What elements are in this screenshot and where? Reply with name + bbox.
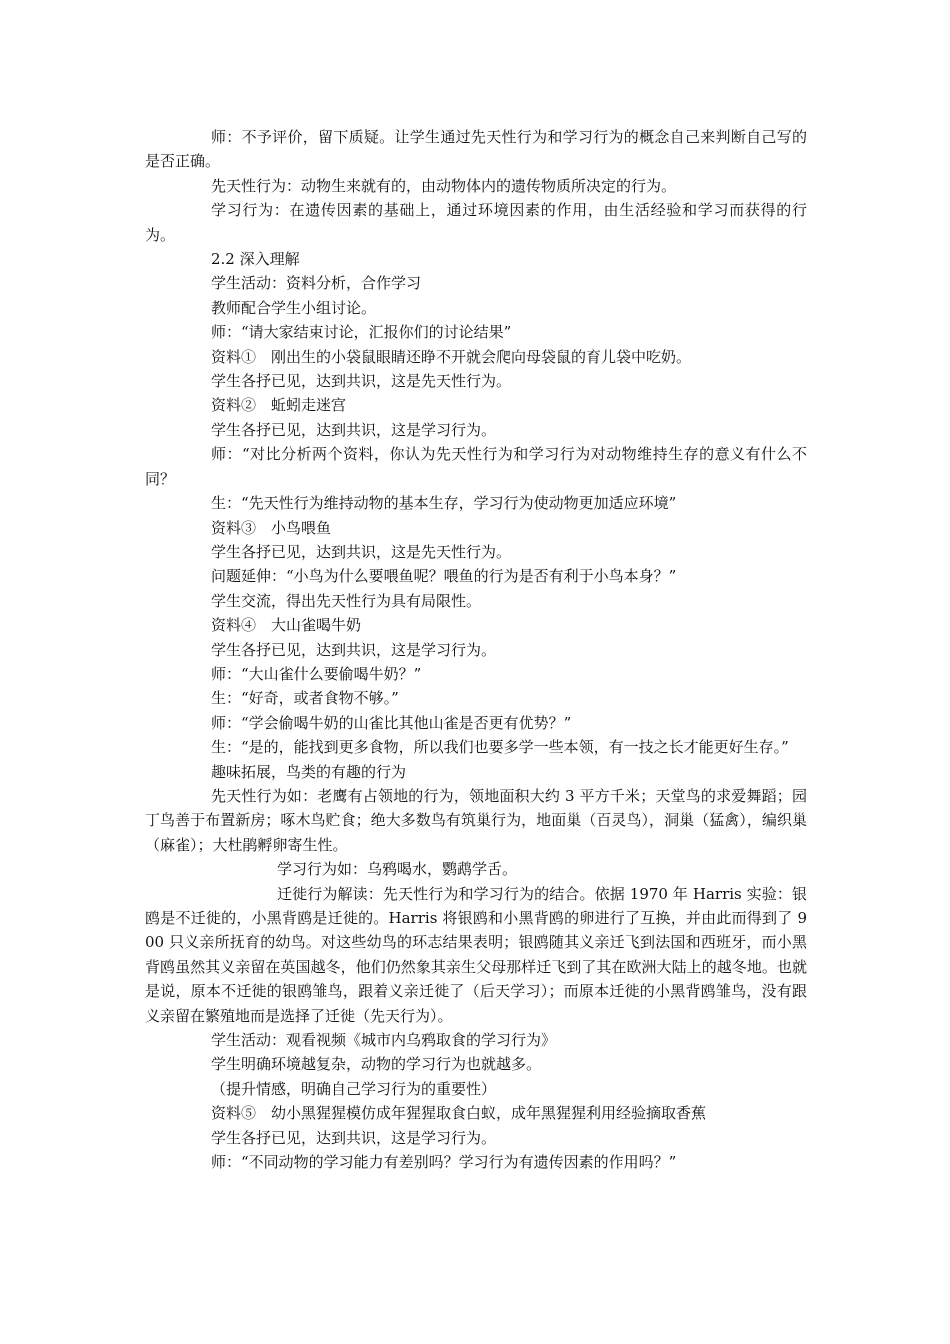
paragraph: 学生各抒已见，达到共识，这是学习行为。 — [211, 1128, 497, 1147]
paragraph: （提升情感，明确自己学习行为的重要性） — [211, 1079, 497, 1098]
paragraph: 学生各抒已见，达到共识，这是学习行为。 — [211, 640, 497, 659]
material-item: 资料④ 大山雀喝牛奶 — [211, 616, 362, 635]
paragraph: 学生各抒已见，达到共识，这是先天性行为。 — [211, 372, 512, 391]
paragraph: 教师配合学生小组讨论。 — [211, 298, 377, 317]
paragraph: 师：不予评价，留下质疑。让学生通过先天性行为和学习行为的概念自己来判断自己写的是否正确。 — [145, 128, 807, 171]
paragraph: 生：“好奇，或者食物不够。” — [211, 689, 399, 708]
paragraph: 趣味拓展，鸟类的有趣的行为 — [211, 762, 407, 781]
paragraph: 师：“请大家结束讨论，汇报你们的讨论结果” — [211, 323, 512, 342]
paragraph: 学生活动：资料分析，合作学习 — [211, 274, 422, 293]
paragraph: 学生活动：观看视频《城市内乌鸦取食的学习行为》 — [211, 1031, 557, 1050]
paragraph: 师：“不同动物的学习能力有差别吗？学习行为有遗传因素的作用吗？” — [211, 1153, 677, 1172]
paragraph: 先天性行为：动物生来就有的，由动物体内的遗传物质所决定的行为。 — [211, 176, 677, 195]
paragraph: 师：“学会偷喝牛奶的山雀比其他山雀是否更有优势？” — [211, 713, 572, 732]
paragraph: 学生交流，得出先天性行为具有局限性。 — [211, 591, 482, 610]
paragraph: 问题延伸：“小鸟为什么要喂鱼呢？喂鱼的行为是否有利于小鸟本身？” — [211, 567, 677, 586]
paragraph: 师：“对比分析两个资料，你认为先天性行为和学习行为对动物维持生存的意义有什么不同？ — [145, 445, 807, 488]
paragraph: 学习行为如：乌鸦喝水，鹦鹉学舌。 — [277, 860, 518, 879]
paragraph: 生：“是的，能找到更多食物，所以我们也要多学一些本领，有一技之长才能更好生存。” — [211, 738, 789, 757]
material-item: 资料① 刚出生的小袋鼠眼睛还睁不开就会爬向母袋鼠的育儿袋中吃奶。 — [211, 347, 692, 366]
paragraph: 师：“大山雀什么要偷喝牛奶？” — [211, 664, 422, 683]
paragraph: 学生明确环境越复杂，动物的学习行为也就越多。 — [211, 1055, 542, 1074]
paragraph: 生：“先天性行为维持动物的基本生存，学习行为使动物更加适应环境” — [211, 494, 677, 513]
paragraph: 学习行为：在遗传因素的基础上，通过环境因素的作用，由生活经验和学习而获得的行为。 — [145, 201, 807, 244]
paragraph: 迁徙行为解读：先天性行为和学习行为的结合。依据 1970 年 Harris 实验：银鸥是不迁徙的，小黑背鸥是迁徙的。Harris 将银鸥和小黑背鸥的卵进行了互换，并由此而得到了 900 只义亲所抚育的幼鸟。对这些幼鸟的环志结果表明；银鸥随其义亲迁飞到法国和西班牙，而小黑背鸥虽然其义亲留在英国越冬，他们仍然象其亲生父母那样迁飞到了其在欧洲大陆上的越冬地。也就是说，原本不迁徙的银鸥雏鸟，跟着义亲迁徙了（后天学习）；而原本迁徙的小黑背鸥雏鸟，没有跟义亲留在繁殖地而是选择了迁徙（先天行为）。 — [145, 884, 807, 1025]
document-body — [145, 125, 807, 1174]
material-item: 资料② 蚯蚓走迷宫 — [211, 396, 347, 415]
paragraph: 学生各抒已见，达到共识，这是学习行为。 — [211, 420, 497, 439]
section-heading: 2.2 深入理解 — [211, 250, 300, 269]
material-item: 资料③ 小鸟喂鱼 — [211, 518, 332, 537]
paragraph: 先天性行为如：老鹰有占领地的行为，领地面积大约 3 平方千米；天堂鸟的求爱舞蹈；园丁鸟善于布置新房；啄木鸟贮食；绝大多数鸟有筑巢行为，地面巢（百灵鸟），洞巢（猛禽），编织巢（麻雀）；大杜鹃孵卵寄生性。 — [145, 786, 807, 854]
paragraph: 学生各抒已见，达到共识，这是先天性行为。 — [211, 542, 512, 561]
material-item: 资料⑤ 幼小黑猩猩模仿成年猩猩取食白蚁，成年黑猩猩利用经验摘取香蕉 — [211, 1104, 707, 1123]
